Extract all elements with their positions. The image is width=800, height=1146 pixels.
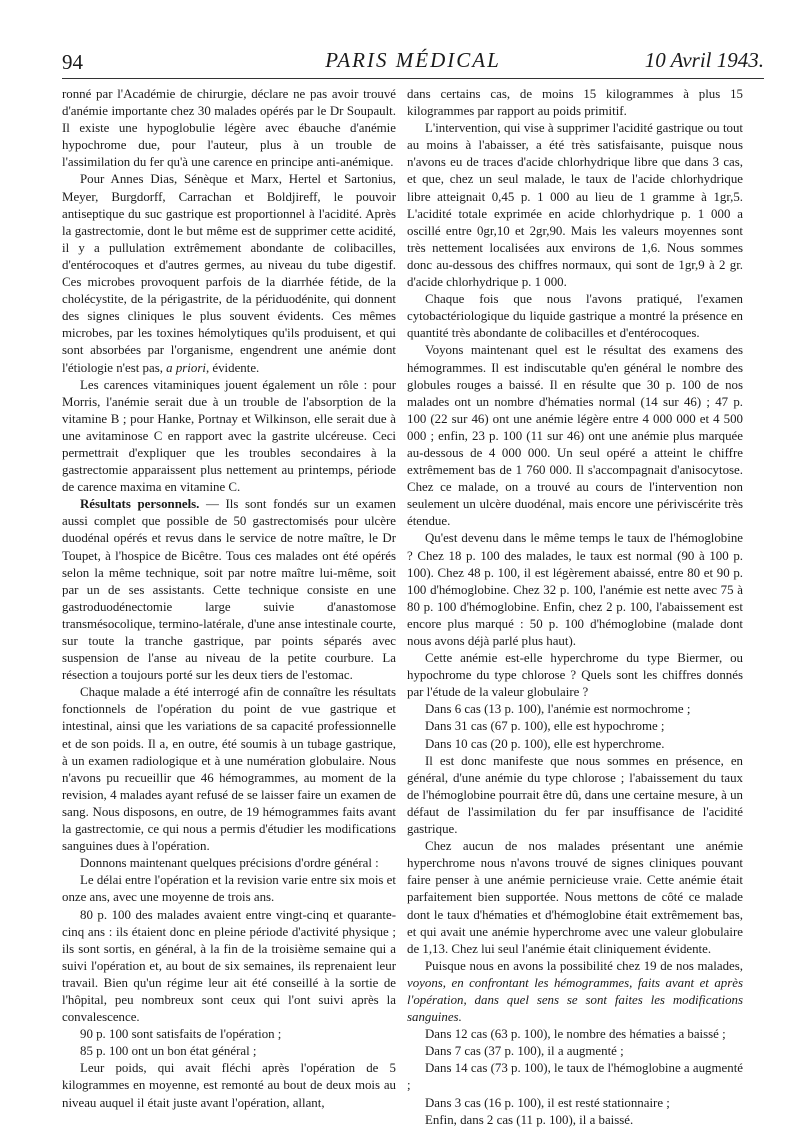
paragraph: Chez aucun de nos malades présentant une anémie hyperchrome nous n'avons trouvé de signes cliniques pouvant faire penser à une anémie pernicieuse vraie. Cette anémie était parfaitement bien supportée. Nous mettons de côté ce malade dont le taux d'hématies et d'hémoglobine était extrêmement bas, et qui avait une anémie hyperchrome avec une valeur globulaire de 1,13. Chez lui seul l'anémie était cliniquement évidente.: [407, 839, 743, 956]
paragraph: 80 p. 100 des malades avaient entre vingt-cinq et quarante-cinq ans : ils étaient donc en pleine période d'activité physique ; ils sont sortis, en général, à la fin de la troisième semaine qui a suivi l'opération et, au bout de six semaines, ils reprenaient leur travail. Bien qu'un régime leur ait été conseillé à la sortie de l'hôpital, peu nombreux sont ceux qui l'ont suivi après la convalescence.: [62, 907, 396, 1025]
section-heading: Résultats personnels.: [80, 497, 200, 512]
paragraph: Puisque nous en avons la possibilité chez 19 de nos malades, voyons, en confrontant les hémogrammes, faits avant et après l'opération, dans quel sens se sont faites les modifications sanguines.: [407, 958, 743, 1025]
left-column: [62, 86, 396, 1112]
paragraph: Le délai entre l'opération et la revision varie entre six mois et onze ans, avec une moyenne de trois ans.: [62, 873, 396, 905]
paragraph: Chaque fois que nous l'avons pratiqué, l'examen cytobactériologique du liquide gastrique a montré la présence en quantité très abondante de colibacilles et d'entérocoques.: [407, 292, 743, 341]
paragraph: dans certains cas, de moins 15 kilogrammes à plus 15 kilogrammes par rapport au poids primitif.: [407, 87, 743, 119]
journal-title: PARIS MÉDICAL: [325, 48, 501, 72]
paragraph: 85 p. 100 ont un bon état général ;: [80, 1044, 257, 1059]
paragraph: Dans 6 cas (13 p. 100), l'anémie est normochrome ;: [425, 702, 691, 717]
issue-date: 10 Avril 1943.: [644, 48, 764, 72]
paragraph: Les carences vitaminiques jouent également un rôle : pour Morris, l'anémie serait due à un trouble de l'absorption de la vitamine B ; pour Hanke, Portnay et Wilkinson, elle serait due à une avitaminose C en rapport avec la gastrite ulcéreuse. Ceci permettrait d'expliquer que les troubles secondaires à la gastrectomie apparaissent plus nettement au printemps, période de carence maxima en vitamine C.: [62, 377, 396, 495]
paragraph: Dans 7 cas (37 p. 100), il a augmenté ;: [425, 1044, 624, 1059]
paragraph: Il est donc manifeste que nous sommes en présence, en général, d'une anémie du type chlorose ; l'abaissement du taux de l'hémoglobine pourrait être dû, dans une certaine mesure, à un défaut de l'assimilation du fer par insuffisance de l'acidité gastrique.: [407, 753, 743, 837]
paragraph: Qu'est devenu dans le même temps le taux de l'hémoglobine ? Chez 18 p. 100 des malades, le taux est normal (90 à 100 p. 100). Chez 48 p. 100, il est légèrement abaissé, entre 80 et 90 p. 100 d'hémoglobine. Chez 32 p. 100, l'anémie est nette avec 75 à 80 p. 100 d'hémoglobine. Enfin, chez 2 p. 100, l'abaissement est encore plus marqué : 50 p. 100 d'hémoglobine (malade dont nous avons déjà parlé plus haut).: [407, 531, 743, 648]
paragraph: Chaque malade a été interrogé afin de connaître les résultats fonctionnels de l'opération du point de vue gastrique et intestinal, ainsi que les variations de sa capacité professionnelle et de son poids. Il a, en outre, été soumis à un tubage gastrique, à un examen radiologique et à une numération globulaire. Nous n'avons pu recueillir que 46 hémogrammes, au moment de la revision, 4 malades ayant refusé de se laisser faire un examen de sang. Nous disposons, en outre, de 19 hémogrammes faits avant la gastrectomie, ce qui nous a permis d'étudier les modifications sanguines dues à l'opération.: [62, 685, 396, 854]
paragraph: Dans 31 cas (67 p. 100), elle est hypochrome ;: [425, 719, 665, 734]
paragraph: Dans 12 cas (63 p. 100), le nombre des hématies a baissé ;: [425, 1027, 726, 1042]
paragraph: Voyons maintenant quel est le résultat des examens des hémogrammes. Il est indiscutable qu'en général le nombre des globules rouges a baissé. Il en résulte que 30 p. 100 de nos malades ont un nombre d'hématies normal (14 sur 46) ; 47 p. 100 (22 sur 46) ont une anémie légère entre 4 000 000 et 4 500 000 ; enfin, 23 p. 100 (11 sur 46) ont une anémie plus marquée au-dessous de 4 000 000. Un seul opéré a atteint le chiffre extrêmement bas de 1 760 000. Il s'accompagnait d'anisocytose. Chez ce malade, on a trouvé au cours de l'intervention non seulement un ulcère duodénal, mais encore une périviscérite très étendue.: [407, 343, 743, 529]
paragraph: ronné par l'Académie de chirurgie, déclare ne pas avoir trouvé d'anémie importante chez 30 malades opérés par le Dr Soupault. Il existe une hypoglobulie légère avec ébauche d'anémie hypochrome due, pour l'auteur, plus à un trouble de l'assimilation du fer qu'à une carence en principe anti-anémique.: [62, 87, 396, 170]
page-number: 94: [62, 50, 83, 74]
paragraph: Enfin, dans 2 cas (11 p. 100), il a baissé.: [425, 1112, 634, 1127]
paragraph: Leur poids, qui avait fléchi après l'opération de 5 kilogrammes en moyenne, est remonté au bout de deux mois au niveau auquel il était juste avant l'opération, allant,: [62, 1061, 396, 1110]
paragraph: Dans 10 cas (20 p. 100), elle est hyperchrome.: [425, 736, 665, 751]
right-column: [407, 86, 743, 1129]
paragraph: 90 p. 100 sont satisfaits de l'opération ;: [80, 1027, 282, 1042]
paragraph: Pour Annes Dias, Sénèque et Marx, Hertel et Sartonius, Meyer, Burgdorff, Carrachan et Boldjireff, le pouvoir antiseptique du suc gastrique est proportionnel à l'acidité. Après la gastrectomie, dont le but même est de supprimer cette acidité, il y a pullulation extrêmement abondante de colibacilles, d'entérocoques et d'autres germes, au niveau du tube digestif. Ces microbes provoquent parfois de la diarrhée fétide, de la cholécystite, de la périgastrite, de la périduodénite, qui donnent des signes cliniques le plus souvent évidents. Ces mêmes microbes, par les toxines hémolytiques qu'ils produisent, et qui sont absorbées par l'organisme, engendrent une anémie dont l'étiologie n'est pas, a priori, évidente.: [62, 172, 396, 375]
paragraph: Dans 3 cas (16 p. 100), il est resté stationnaire ;: [425, 1095, 670, 1110]
paragraph: Donnons maintenant quelques précisions d'ordre général :: [80, 856, 379, 871]
running-header: [62, 46, 764, 79]
paragraph: Cette anémie est-elle hyperchrome du type Biermer, ou hypochrome du type chlorose ? Quels sont les chiffres donnés par l'étude de la valeur globulaire ?: [407, 651, 743, 700]
paragraph: L'intervention, qui vise à supprimer l'acidité gastrique ou tout au moins à l'abaisser, a été très satisfaisante, puisque nous n'avons eu de traces d'acide chlorhydrique libre que dans 3 cas, et que, chez un seul malade, le taux de l'acide chlorhydrique libre atteignait 0,45 p. 1 000 au lieu de 1 gramme à 1gr,5. L'acidité totale exprimée en acide chlorhydrique p. 1 000 a oscillé entre 0gr,10 et 2gr,90. Mais les valeurs moyennes sont très nettement localisées aux environs de 1,6. Nous sommes donc au-dessous des chiffres normaux, qui sont de 1gr,9 à 2 gr. d'acide chlorhydrique p. 1 000.: [407, 121, 743, 290]
paragraph: Résultats personnels. — Ils sont fondés sur un examen aussi complet que possible de 50 gastrectomisés pour ulcère duodénal opérés et revus dans le service de notre maître, le Dr Toupet, à l'hospice de Bicêtre. Tous ces malades ont été opérés selon la même technique, soit par notre maître lui-même, soit par un de ses assistants. Cette technique consiste en une gastroduodénectomie large suivie d'anastomose transmésocolique, termino-latérale, d'une anse intestinale courte, sur toute la tranche gastrique, par points séparés avec suspension de l'anse au niveau de la petite courbure. La résection a toujours porté sur les deux tiers de l'estomac.: [62, 497, 396, 683]
paragraph: Dans 14 cas (73 p. 100), le taux de l'hémoglobine a augmenté ;: [407, 1061, 743, 1093]
